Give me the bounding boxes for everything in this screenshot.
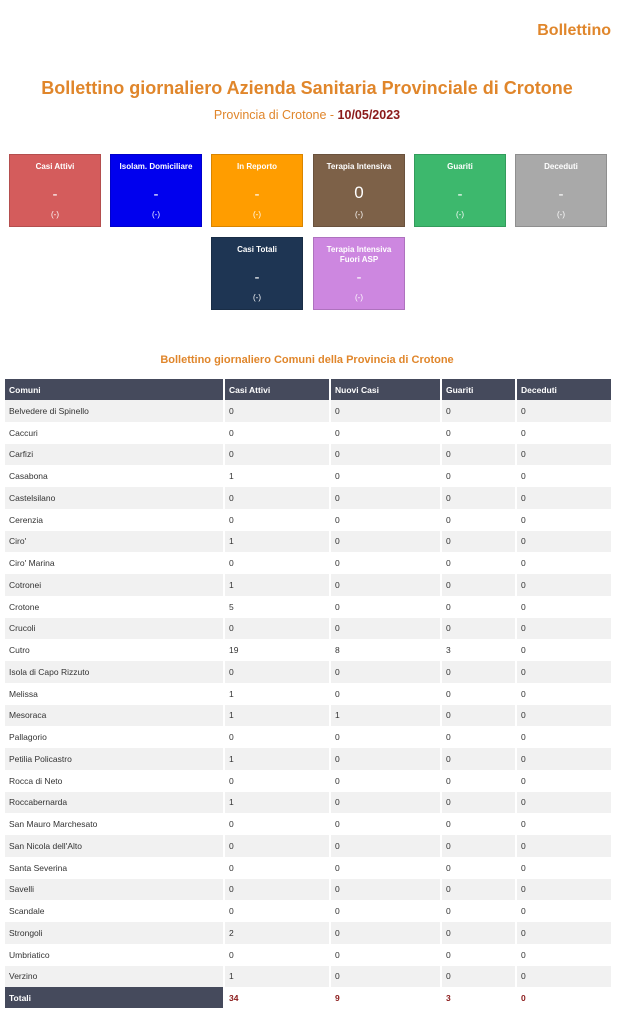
guariti-cell: 0 (442, 944, 515, 966)
table-row (5, 879, 611, 901)
casi-attivi-cell: 1 (225, 465, 329, 487)
nuovi-casi-cell: 0 (331, 422, 440, 444)
casi-attivi-cell: 0 (225, 944, 329, 966)
card-deceduti (515, 154, 607, 227)
comune-name: Strongoli (5, 922, 223, 944)
nuovi-casi-cell: 0 (331, 813, 440, 835)
card-in-reparto (211, 154, 303, 227)
column-header-casi-attivi: Casi Attivi (225, 379, 329, 400)
casi-attivi-cell: 1 (225, 966, 329, 988)
casi-attivi-cell: 0 (225, 422, 329, 444)
totals-label: Totali (5, 987, 223, 1008)
guariti-cell: 0 (442, 770, 515, 792)
card-title: Casi Attivi (35, 162, 75, 171)
card-delta: (-) (51, 210, 59, 219)
table-row (5, 596, 611, 618)
casi-attivi-cell: 0 (225, 509, 329, 531)
table-row (5, 857, 611, 879)
deceduti-cell: 0 (517, 726, 611, 748)
brand-title[interactable]: Bollettino (537, 22, 611, 39)
guariti-cell: 0 (442, 705, 515, 727)
deceduti-cell: 0 (517, 705, 611, 727)
guariti-cell: 0 (442, 574, 515, 596)
table-row (5, 574, 611, 596)
deceduti-cell: 0 (517, 639, 611, 661)
totals-casi-attivi: 34 (225, 987, 329, 1008)
table-row (5, 422, 611, 444)
nuovi-casi-cell: 0 (331, 509, 440, 531)
table-row (5, 792, 611, 814)
comune-name: Ciro' (5, 531, 223, 553)
guariti-cell: 0 (442, 422, 515, 444)
guariti-cell: 0 (442, 813, 515, 835)
card-value: - (254, 269, 260, 286)
nuovi-casi-cell: 0 (331, 966, 440, 988)
casi-attivi-cell: 1 (225, 683, 329, 705)
card-title: Terapia Intensiva Fuori ASP (326, 245, 392, 264)
casi-attivi-cell: 0 (225, 813, 329, 835)
guariti-cell: 0 (442, 661, 515, 683)
casi-attivi-cell: 0 (225, 400, 329, 422)
column-header-nuovi-casi: Nuovi Casi (331, 379, 440, 400)
nuovi-casi-cell: 0 (331, 835, 440, 857)
nuovi-casi-cell: 0 (331, 944, 440, 966)
deceduti-cell: 0 (517, 422, 611, 444)
casi-attivi-cell: 0 (225, 618, 329, 640)
deceduti-cell: 0 (517, 922, 611, 944)
deceduti-cell: 0 (517, 618, 611, 640)
comune-name: Crucoli (5, 618, 223, 640)
table-row (5, 400, 611, 422)
deceduti-cell: 0 (517, 748, 611, 770)
deceduti-cell: 0 (517, 900, 611, 922)
deceduti-cell: 0 (517, 400, 611, 422)
nuovi-casi-cell: 0 (331, 900, 440, 922)
deceduti-cell: 0 (517, 835, 611, 857)
casi-attivi-cell: 1 (225, 748, 329, 770)
deceduti-cell: 0 (517, 444, 611, 466)
report-date: 10/05/2023 (337, 108, 401, 122)
card-title: In Reporto (237, 162, 277, 171)
nuovi-casi-cell: 0 (331, 922, 440, 944)
guariti-cell: 0 (442, 487, 515, 509)
comune-name: Cotronei (5, 574, 223, 596)
card-delta: (-) (152, 210, 160, 219)
card-guariti (414, 154, 506, 227)
totals-guariti: 3 (442, 987, 515, 1008)
casi-attivi-cell: 0 (225, 661, 329, 683)
comuni-table (3, 379, 613, 1008)
card-title: Terapia Intensiva (326, 162, 392, 171)
card-delta: (-) (253, 293, 261, 302)
guariti-cell: 0 (442, 835, 515, 857)
column-header-comuni: Comuni (5, 379, 223, 400)
comune-name: Melissa (5, 683, 223, 705)
guariti-cell: 0 (442, 618, 515, 640)
guariti-cell: 3 (442, 639, 515, 661)
table-row (5, 465, 611, 487)
card-value: - (356, 269, 362, 286)
comune-name: Scandale (5, 900, 223, 922)
casi-attivi-cell: 0 (225, 900, 329, 922)
nuovi-casi-cell: 0 (331, 487, 440, 509)
nuovi-casi-cell: 0 (331, 770, 440, 792)
comune-name: Ciro' Marina (5, 552, 223, 574)
card-delta: (-) (355, 293, 363, 302)
nuovi-casi-cell: 0 (331, 683, 440, 705)
table-row (5, 618, 611, 640)
comune-name: Petilia Policastro (5, 748, 223, 770)
casi-attivi-cell: 2 (225, 922, 329, 944)
nuovi-casi-cell: 0 (331, 574, 440, 596)
nuovi-casi-cell: 0 (331, 444, 440, 466)
card-delta: (-) (253, 210, 261, 219)
deceduti-cell: 0 (517, 596, 611, 618)
guariti-cell: 0 (442, 552, 515, 574)
card-delta: (-) (355, 210, 363, 219)
totals-nuovi-casi: 9 (331, 987, 440, 1008)
guariti-cell: 0 (442, 465, 515, 487)
nuovi-casi-cell: 0 (331, 748, 440, 770)
comune-name: Roccabernarda (5, 792, 223, 814)
comune-name: Caccuri (5, 422, 223, 444)
card-casi-totali (211, 237, 303, 310)
deceduti-cell: 0 (517, 813, 611, 835)
casi-attivi-cell: 0 (225, 552, 329, 574)
comune-name: Cutro (5, 639, 223, 661)
deceduti-cell: 0 (517, 857, 611, 879)
deceduti-cell: 0 (517, 509, 611, 531)
nuovi-casi-cell: 0 (331, 879, 440, 901)
guariti-cell: 0 (442, 596, 515, 618)
casi-attivi-cell: 0 (225, 770, 329, 792)
casi-attivi-cell: 5 (225, 596, 329, 618)
card-title: Isolam. Domiciliare (119, 162, 193, 171)
comune-name: Cerenzia (5, 509, 223, 531)
comune-name: Mesoraca (5, 705, 223, 727)
card-title: Casi Totali (237, 245, 277, 254)
comune-name: Rocca di Neto (5, 770, 223, 792)
table-row (5, 487, 611, 509)
table-row (5, 726, 611, 748)
card-value: - (153, 186, 159, 203)
comune-name: Carfizi (5, 444, 223, 466)
deceduti-cell: 0 (517, 661, 611, 683)
table-row (5, 531, 611, 553)
nuovi-casi-cell: 0 (331, 531, 440, 553)
guariti-cell: 0 (442, 879, 515, 901)
card-title: Deceduti (544, 162, 578, 171)
card-value: - (558, 186, 564, 203)
guariti-cell: 0 (442, 900, 515, 922)
card-terapia-intensiva (313, 154, 405, 227)
table-row (5, 683, 611, 705)
guariti-cell: 0 (442, 726, 515, 748)
deceduti-cell: 0 (517, 552, 611, 574)
card-casi-attivi (9, 154, 101, 227)
casi-attivi-cell: 1 (225, 574, 329, 596)
casi-attivi-cell: 0 (225, 835, 329, 857)
casi-attivi-cell: 0 (225, 487, 329, 509)
table-row (5, 966, 611, 988)
comune-name: Savelli (5, 879, 223, 901)
nuovi-casi-cell: 0 (331, 596, 440, 618)
table-header-row (5, 379, 611, 400)
card-isolamento-domiciliare (110, 154, 202, 227)
nuovi-casi-cell: 0 (331, 400, 440, 422)
nuovi-casi-cell: 0 (331, 792, 440, 814)
guariti-cell: 0 (442, 792, 515, 814)
table-row (5, 552, 611, 574)
table-row (5, 770, 611, 792)
comune-name: Belvedere di Spinello (5, 400, 223, 422)
page-subtitle (0, 108, 614, 122)
table-row (5, 922, 611, 944)
casi-attivi-cell: 0 (225, 879, 329, 901)
nuovi-casi-cell: 1 (331, 705, 440, 727)
card-value: - (254, 186, 260, 203)
card-value: 0 (354, 183, 364, 202)
deceduti-cell: 0 (517, 792, 611, 814)
page-title: Bollettino giornaliero Azienda Sanitaria Provinciale di Crotone (41, 78, 573, 98)
comune-name: Casabona (5, 465, 223, 487)
card-delta: (-) (557, 210, 565, 219)
guariti-cell: 0 (442, 922, 515, 944)
comune-name: San Mauro Marchesato (5, 813, 223, 835)
card-title: Guariti (447, 162, 473, 171)
table-row (5, 661, 611, 683)
casi-attivi-cell: 0 (225, 857, 329, 879)
deceduti-cell: 0 (517, 683, 611, 705)
nuovi-casi-cell: 0 (331, 661, 440, 683)
guariti-cell: 0 (442, 966, 515, 988)
casi-attivi-cell: 0 (225, 444, 329, 466)
casi-attivi-cell: 1 (225, 792, 329, 814)
nuovi-casi-cell: 0 (331, 465, 440, 487)
comune-name: Verzino (5, 966, 223, 988)
section-title: Bollettino giornaliero Comuni della Provincia di Crotone (160, 354, 454, 366)
deceduti-cell: 0 (517, 944, 611, 966)
comune-name: Castelsilano (5, 487, 223, 509)
casi-attivi-cell: 0 (225, 726, 329, 748)
nuovi-casi-cell: 0 (331, 857, 440, 879)
subtitle-location: Provincia di Crotone - (213, 108, 338, 122)
casi-attivi-cell: 1 (225, 705, 329, 727)
deceduti-cell: 0 (517, 465, 611, 487)
comune-name: Umbriatico (5, 944, 223, 966)
deceduti-cell: 0 (517, 531, 611, 553)
deceduti-cell: 0 (517, 770, 611, 792)
table-row (5, 705, 611, 727)
totals-row (5, 987, 611, 1008)
nuovi-casi-cell: 0 (331, 618, 440, 640)
guariti-cell: 0 (442, 509, 515, 531)
table-row (5, 835, 611, 857)
guariti-cell: 0 (442, 400, 515, 422)
guariti-cell: 0 (442, 683, 515, 705)
comune-name: Pallagorio (5, 726, 223, 748)
guariti-cell: 0 (442, 857, 515, 879)
comune-name: Santa Severina (5, 857, 223, 879)
comune-name: Isola di Capo Rizzuto (5, 661, 223, 683)
card-delta: (-) (456, 210, 464, 219)
table-row (5, 748, 611, 770)
card-value: - (52, 186, 58, 203)
comune-name: San Nicola dell'Alto (5, 835, 223, 857)
nuovi-casi-cell: 8 (331, 639, 440, 661)
casi-attivi-cell: 1 (225, 531, 329, 553)
column-header-guariti: Guariti (442, 379, 515, 400)
nuovi-casi-cell: 0 (331, 552, 440, 574)
casi-attivi-cell: 19 (225, 639, 329, 661)
totals-deceduti: 0 (517, 987, 611, 1008)
column-header-deceduti: Deceduti (517, 379, 611, 400)
guariti-cell: 0 (442, 444, 515, 466)
table-body (5, 400, 611, 987)
deceduti-cell: 0 (517, 574, 611, 596)
table-row (5, 639, 611, 661)
deceduti-cell: 0 (517, 879, 611, 901)
guariti-cell: 0 (442, 531, 515, 553)
guariti-cell: 0 (442, 748, 515, 770)
deceduti-cell: 0 (517, 487, 611, 509)
table-row (5, 944, 611, 966)
table-row (5, 900, 611, 922)
comune-name: Crotone (5, 596, 223, 618)
table-row (5, 813, 611, 835)
table-row (5, 444, 611, 466)
deceduti-cell: 0 (517, 966, 611, 988)
card-value: - (457, 186, 463, 203)
nuovi-casi-cell: 0 (331, 726, 440, 748)
card-terapia-intensiva-fuori-asp (313, 237, 405, 310)
table-row (5, 509, 611, 531)
